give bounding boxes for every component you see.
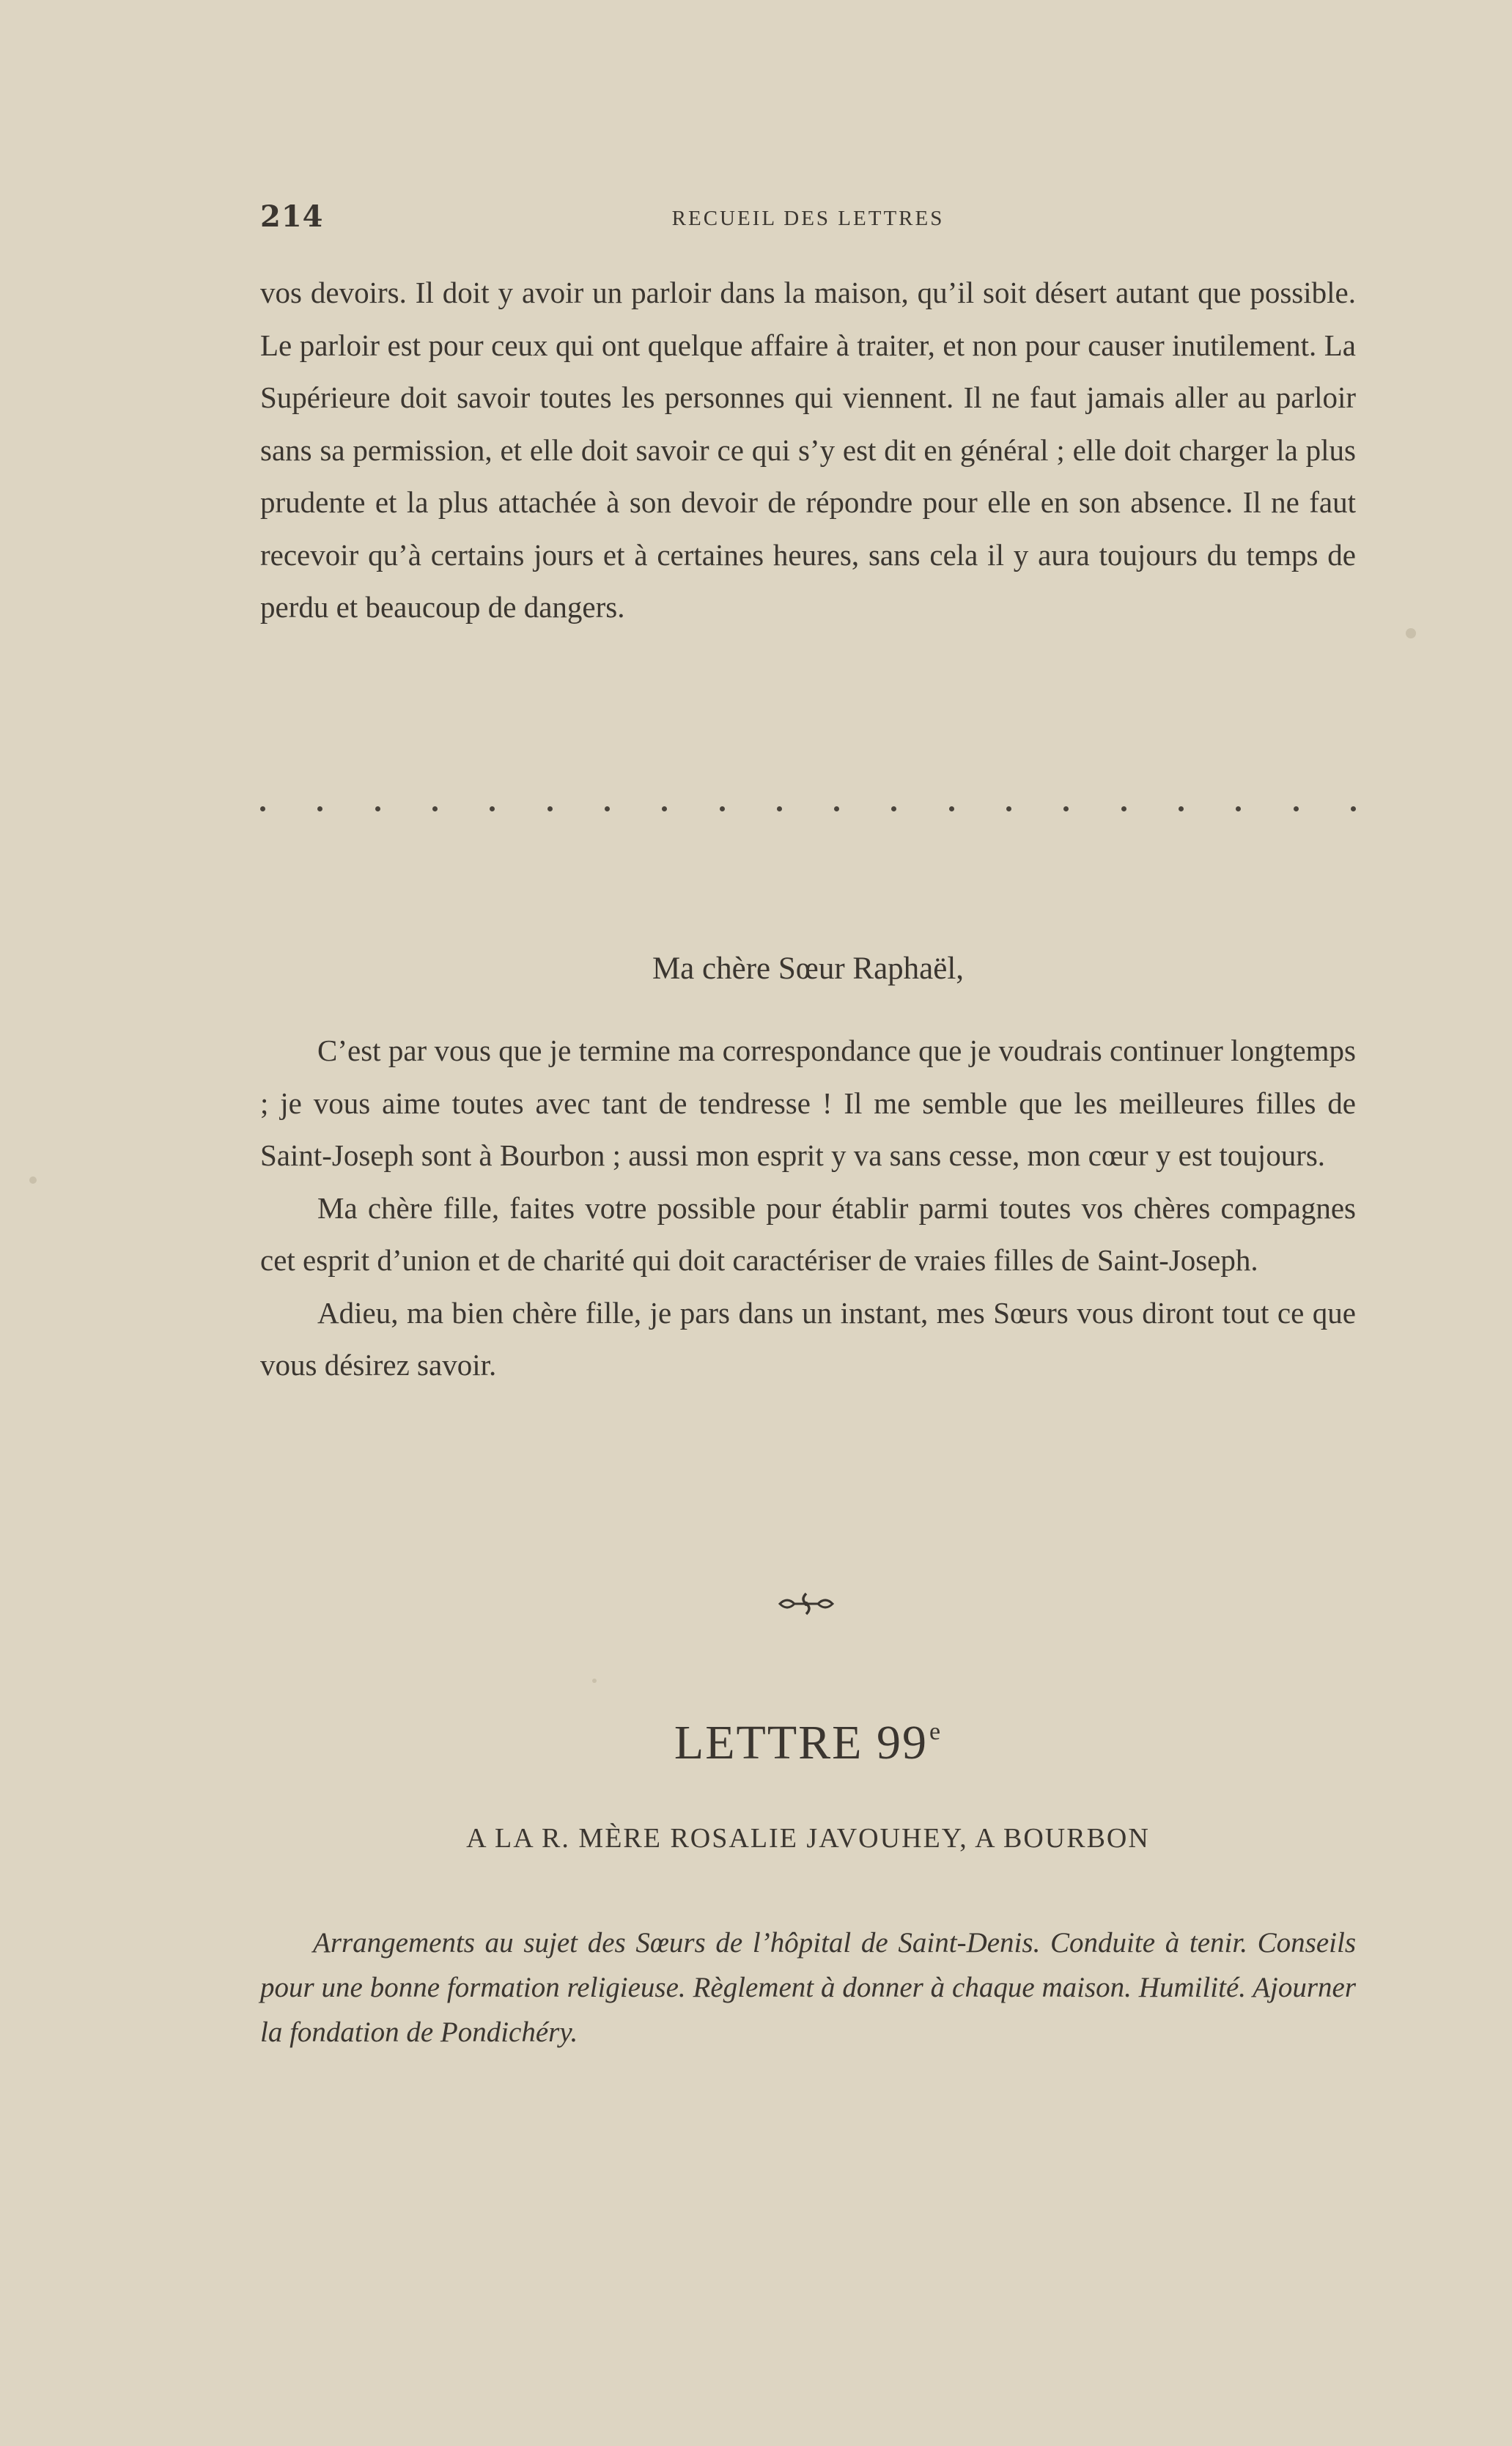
running-title: RECUEIL DES LETTRES bbox=[671, 207, 945, 230]
letter-number-suffix: e bbox=[929, 1718, 943, 1745]
letter-paragraph: Adieu, ma bien chère fille, je pars dans un instant, mes Sœurs vous diront tout ce que vous désirez savoir. bbox=[260, 1295, 1356, 1382]
letter-paragraph: C’est par vous que je termine ma correspondance que je voudrais continuer longtemps ; je vous aime toutes avec tant de tendresse ! Il me semble que les meilleures filles de Saint-Joseph sont à Bourbon ; aussi mon esprit y va sans cesse, mon cœur y est toujours. bbox=[260, 1034, 1356, 1172]
letter-number: LETTRE 99 bbox=[674, 1716, 928, 1769]
letter-paragraph: Ma chère fille, faites votre possible pour établir parmi toutes vos chères compagnes cet esprit d’union et de charité qui doit caractériser de vraies filles de Saint-Joseph. bbox=[260, 1190, 1356, 1277]
letter-heading bbox=[260, 1699, 1356, 1776]
running-header bbox=[260, 199, 1356, 243]
continued-paragraph: vos devoirs. Il doit y avoir un parloir dans la maison, qu’il soit désert autant que possible. Le parloir est pour ceux qui ont quelque affaire à traiter, et non pour causer inutilement. La Supérieure doit savoir toutes les personnes qui viennent. Il ne faut jamais aller au parloir sans sa permission, et elle doit savoir ce qui s’y est dit en général ; elle doit charger la plus prudente et la plus attachée à son devoir de répondre pour elle en son absence. Il ne faut recevoir qu’à certains jours et à certaines heures, sans cela il y aura toujours du temps de perdu et beaucoup de dangers. bbox=[260, 276, 1356, 624]
page-number: 214 bbox=[260, 199, 324, 234]
ellipsis-separator bbox=[260, 797, 1356, 819]
letter-salutation: Ma chère Sœur Raphaël, bbox=[652, 951, 965, 986]
fleuron-ornament-icon bbox=[777, 1589, 836, 1618]
letter-body bbox=[260, 1025, 1356, 1392]
paper-spot bbox=[29, 1176, 37, 1184]
letter-addressee: A LA R. MÈRE ROSALIE JAVOUHEY, A BOURBON bbox=[466, 1823, 1150, 1854]
letter-summary: Arrangements au sujet des Sœurs de l’hôpital de Saint-Denis. Conduite à tenir. Conseils pour une bonne formation religieuse. Règlement à donner à chaque maison. Humilité. Ajourner la fondation de Pondichéry. bbox=[260, 1927, 1356, 2048]
paper-spot bbox=[1406, 628, 1416, 638]
paper-spot bbox=[592, 1679, 597, 1683]
